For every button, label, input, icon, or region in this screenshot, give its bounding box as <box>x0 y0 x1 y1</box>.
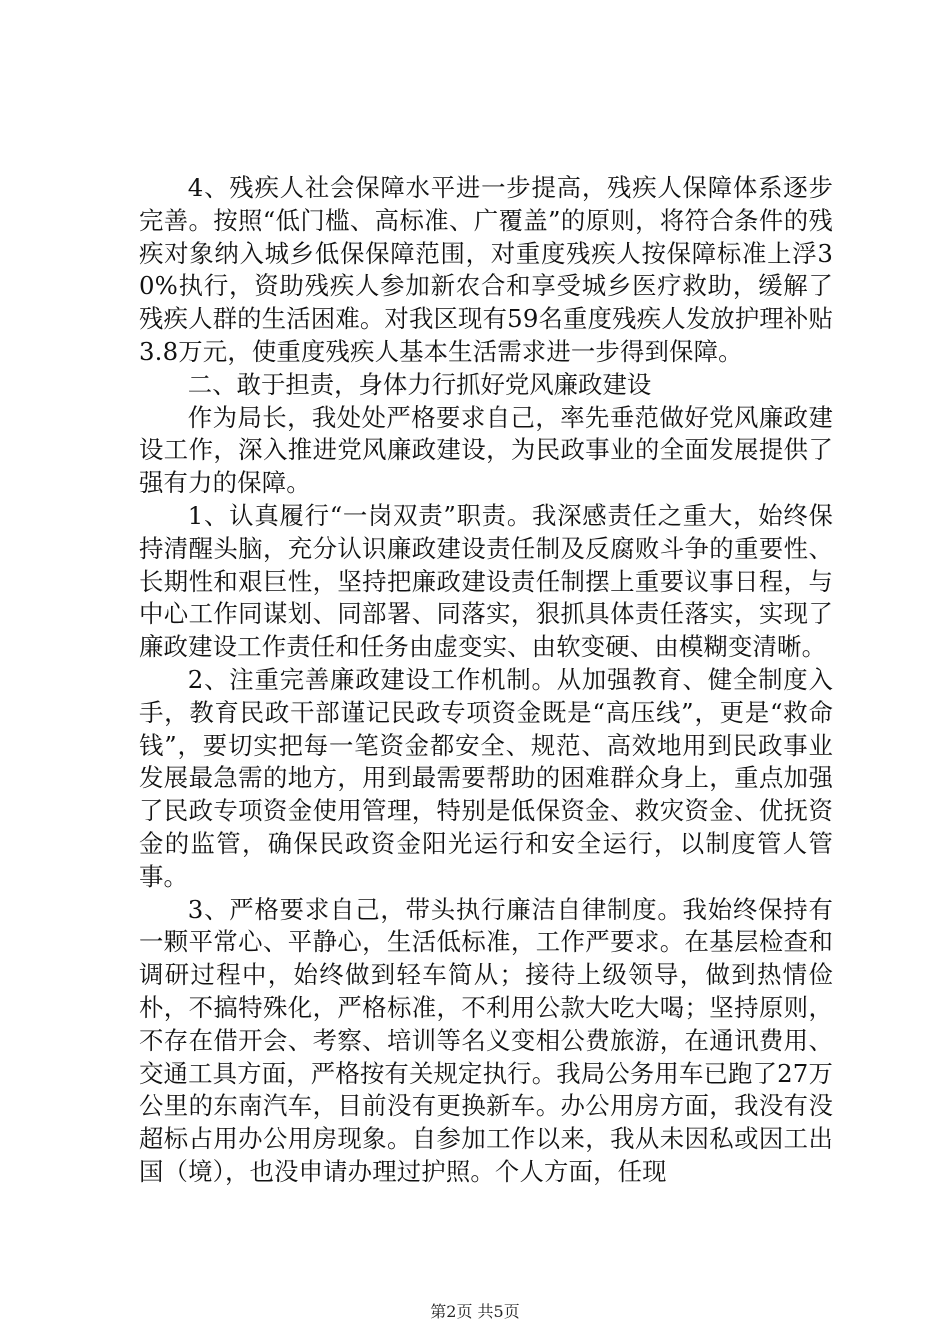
paragraph-dual-responsibility: 1、认真履行“一岗双责”职责。我深感责任之重大，始终保持清醒头脑，充分认识廉政建设责任制及反腐败斗争的重要性、长期性和艰巨性，坚持把廉政建设责任制摆上重要议事日程，与中心工作同谋划、同部署、同落实，狠抓具体责任落实，实现了廉政建设工作责任和任务由虚变实、由软变硬、由模糊变清晰。 <box>139 500 833 662</box>
document-body <box>139 172 833 1189</box>
page-footer <box>0 1302 950 1322</box>
section-heading-integrity: 二、敢于担责，身体力行抓好党风廉政建设 <box>187 369 652 399</box>
paragraph-self-discipline: 3、严格要求自己，带头执行廉洁自律制度。我始终保持有一颗平常心、平静心，生活低标准，工作严要求。在基层检查和调研过程中，始终做到轻车简从；接待上级领导，做到热情俭朴，不搞特殊化，严格标准，不利用公款大吃大喝；坚持原则，不存在借开会、考察、培训等名义变相公费旅游，在通讯费用、交通工具方面，严格按有关规定执行。我局公务用车已跑了27万公里的东南汽车，目前没有更换新车。办公用房方面，我没有没超标占用办公用房现象。自参加工作以来，我从未因私或因工出国（境），也没申请办理过护照。个人方面，任现 <box>139 894 833 1186</box>
paragraph-disabled-security: 4、残疾人社会保障水平进一步提高，残疾人保障体系逐步完善。按照“低门槛、高标准、广覆盖”的原则，将符合条件的残疾对象纳入城乡低保保障范围，对重度残疾人按保障标准上浮30%执行，资助残疾人参加新农合和享受城乡医疗救助，缓解了残疾人群的生活困难。对我区现有59名重度残疾人发放护理补贴3.8万元，使重度残疾人基本生活需求进一步得到保障。 <box>139 173 833 366</box>
paragraph-director-role: 作为局长，我处处严格要求自己，率先垂范做好党风廉政建设工作，深入推进党风廉政建设，为民政事业的全面发展提供了强有力的保障。 <box>139 402 833 498</box>
page-indicator: 第2页 共5页 <box>430 1302 520 1321</box>
paragraph-integrity-mechanism: 2、注重完善廉政建设工作机制。从加强教育、健全制度入手，教育民政干部谨记民政专项资金既是“高压线”，更是“救命钱”，要切实把每一笔资金都安全、规范、高效地用到民政事业发展最急需的地方，用到最需要帮助的困难群众身上，重点加强了民政专项资金使用管理，特别是低保资金、救灾资金、优抚资金的监管，确保民政资金阳光运行和安全运行，以制度管人管事。 <box>139 664 833 891</box>
